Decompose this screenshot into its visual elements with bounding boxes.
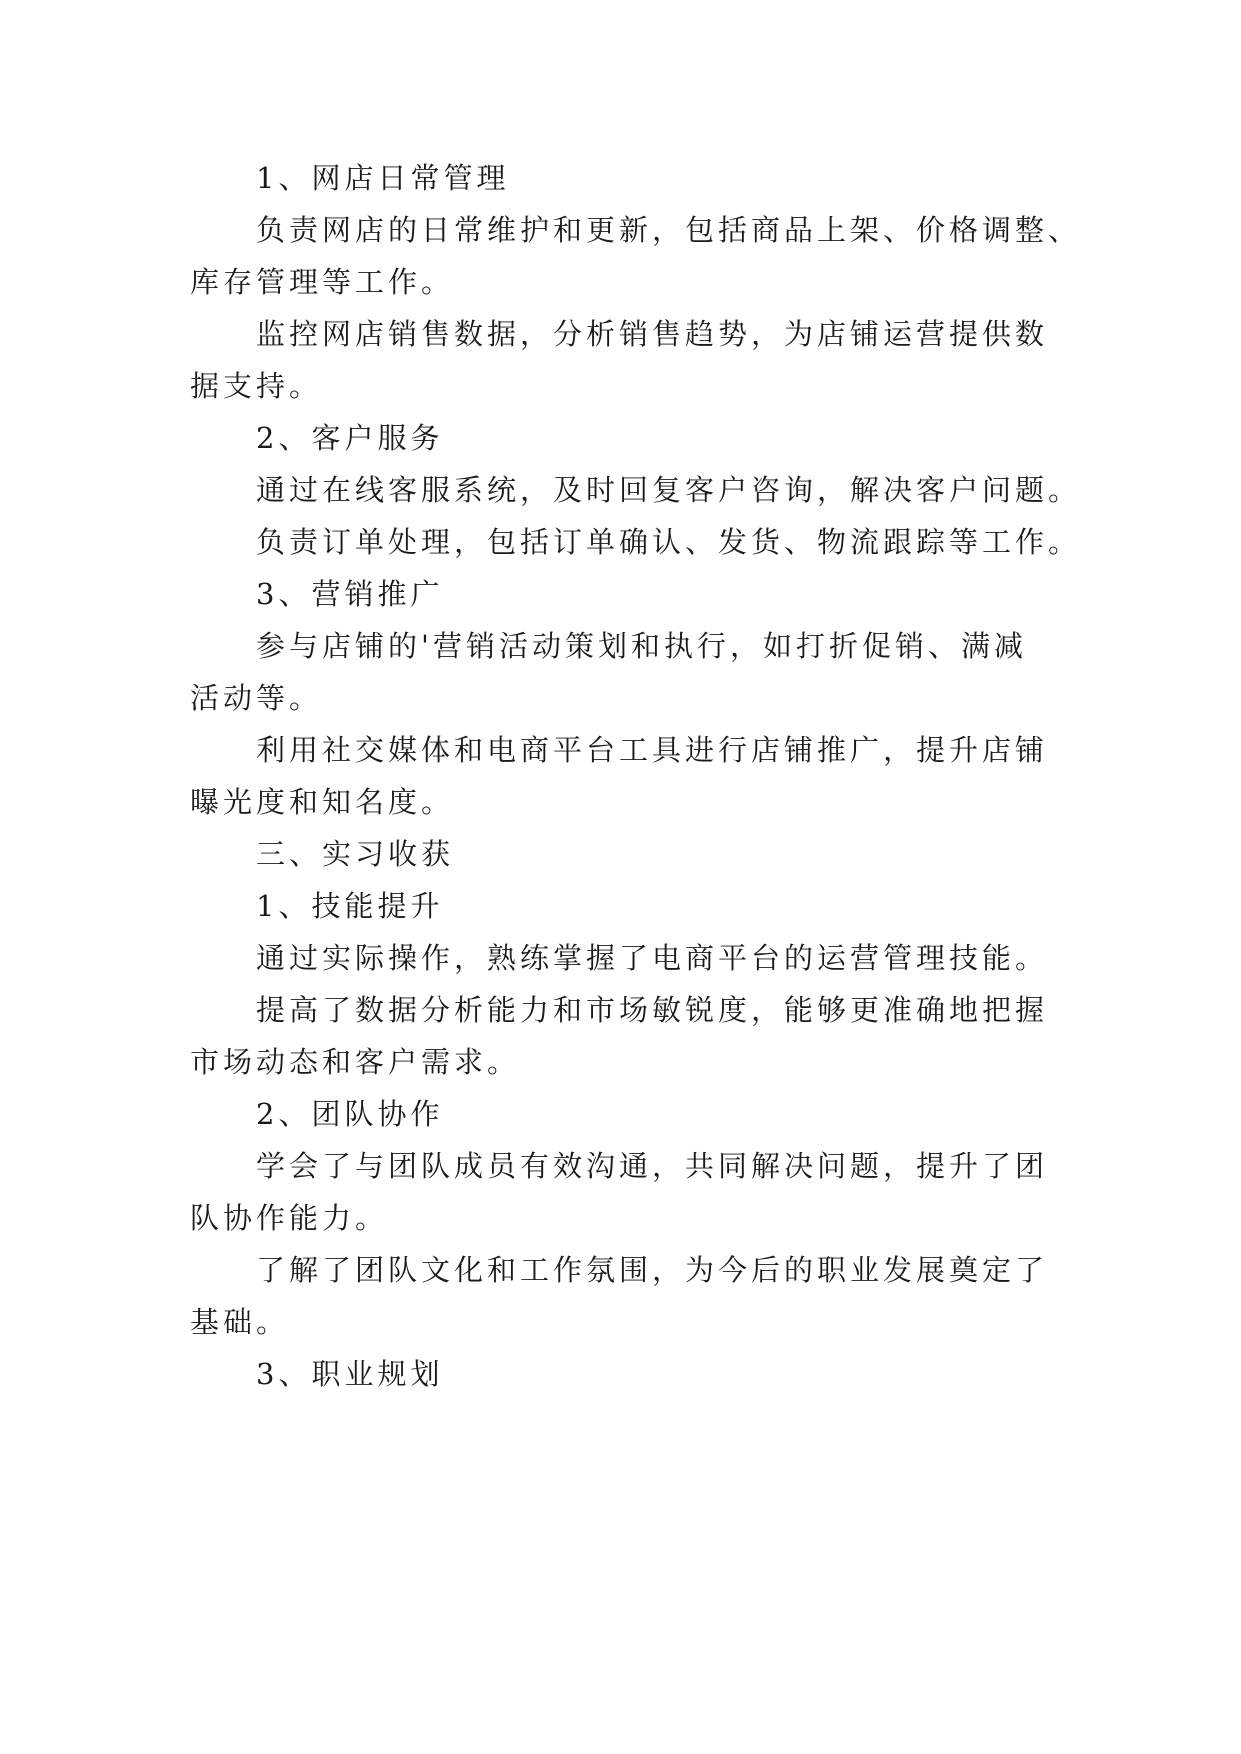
paragraph-line: 了解了团队文化和工作氛围，为今后的职业发展奠定了 — [256, 1253, 1049, 1287]
paragraph-line: 利用社交媒体和电商平台工具进行店铺推广，提升店铺 — [256, 733, 1049, 767]
paragraph-line: 通过实际操作，熟练掌握了电商平台的运营管理技能。 — [256, 941, 1049, 975]
heading-online-store-management: 1、网店日常管理 — [256, 161, 510, 195]
paragraph-line: 负责订单处理，包括订单确认、发货、物流跟踪等工作。 — [256, 525, 1082, 559]
heading-customer-service: 2、客户服务 — [256, 421, 444, 455]
paragraph-line: 学会了与团队成员有效沟通，共同解决问题，提升了团 — [256, 1149, 1049, 1183]
paragraph-line: 参与店铺的'营销活动策划和执行，如打折促销、满减 — [256, 629, 1027, 663]
section-heading-internship-gains: 三、实习收获 — [256, 837, 455, 871]
paragraph-line: 通过在线客服系统，及时回复客户咨询，解决客户问题。 — [256, 473, 1082, 507]
heading-skill-improvement: 1、技能提升 — [256, 889, 444, 923]
paragraph-line: 曝光度和知名度。 — [190, 785, 455, 819]
paragraph-line: 活动等。 — [190, 681, 323, 715]
paragraph-line: 市场动态和客户需求。 — [190, 1045, 521, 1079]
paragraph-line: 提高了数据分析能力和市场敏锐度，能够更准确地把握 — [256, 993, 1049, 1027]
paragraph-line: 据支持。 — [190, 369, 323, 403]
heading-teamwork: 2、团队协作 — [256, 1097, 444, 1131]
heading-marketing: 3、营销推广 — [256, 577, 444, 611]
paragraph-line: 库存管理等工作。 — [190, 265, 455, 299]
paragraph-line: 队协作能力。 — [190, 1201, 389, 1235]
paragraph-line: 监控网店销售数据，分析销售趋势，为店铺运营提供数 — [256, 317, 1049, 351]
paragraph-line: 负责网店的日常维护和更新，包括商品上架、价格调整、 — [256, 213, 1082, 247]
paragraph-line: 基础。 — [190, 1305, 290, 1339]
heading-career-planning: 3、职业规划 — [256, 1357, 444, 1391]
